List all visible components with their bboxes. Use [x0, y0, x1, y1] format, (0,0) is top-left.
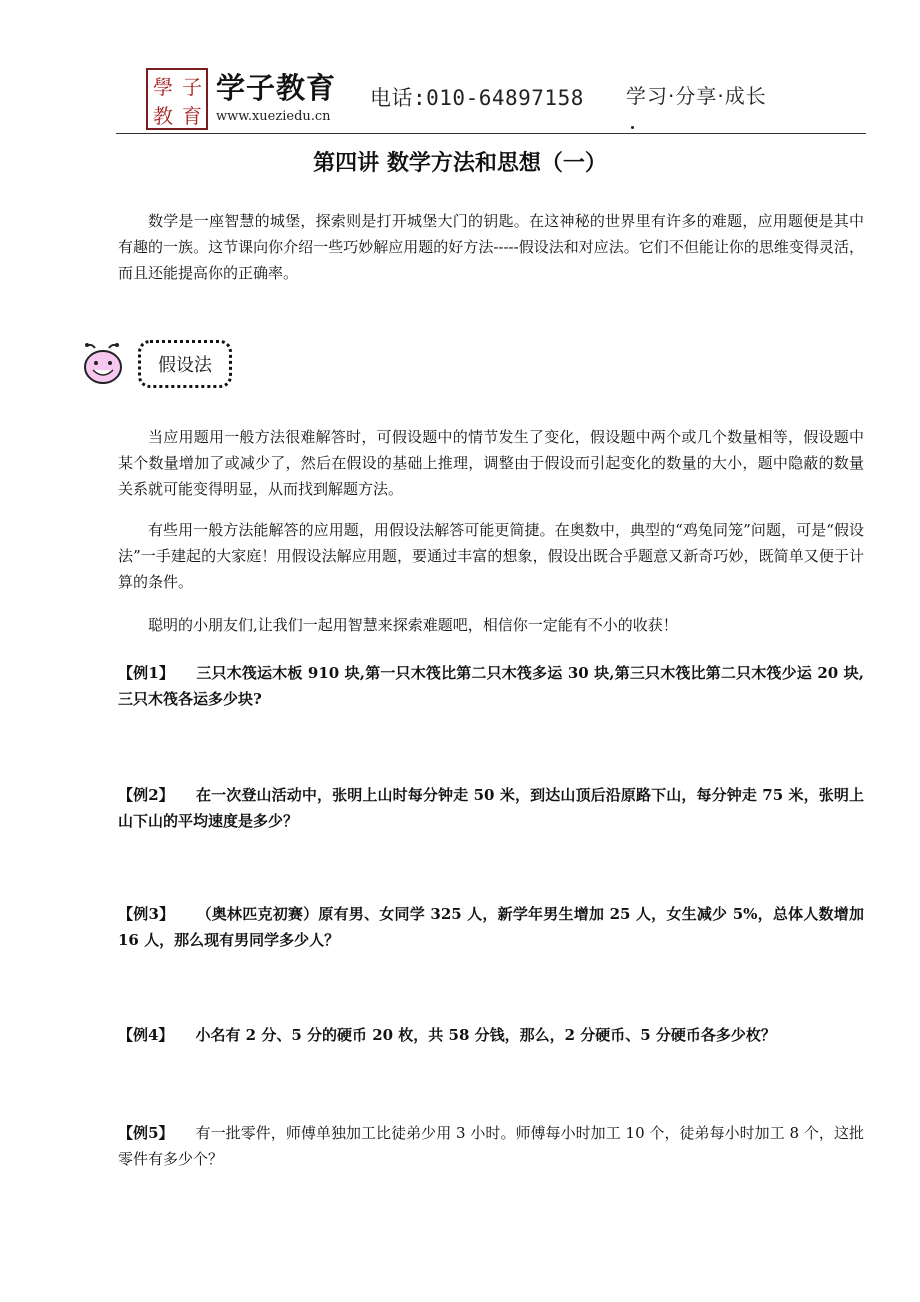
logo	[146, 68, 208, 130]
example-item	[118, 660, 864, 712]
example-text: 小名有 2 分、5 分的硬币 20 枚，共 58 分钱，那么，2 分硬币、5 分硬币各多少枚？	[195, 1026, 776, 1044]
brand-url: www.xueziedu.cn	[216, 109, 331, 124]
intro-paragraph: 数学是一座智慧的城堡，探索则是打开城堡大门的钥匙。在这神秘的世界里有许多的难题，应用题便是其中有趣的一族。这节课向你介绍一些巧妙解应用题的好方法-----假设法和对应法。它们不但能让你的思维变得灵活，而且还能提高你的正确率。	[118, 212, 864, 282]
example-tag: 【例5】	[118, 1124, 174, 1142]
logo-char: 子	[182, 74, 202, 99]
example-tag: 【例4】	[118, 1026, 174, 1044]
example-text: 有一批零件，师傅单独加工比徒弟少用 3 小时。师傅每小时加工 10 个，徒弟每小时加工 8 个，这批零件有多少个？	[118, 1124, 865, 1168]
section-label: 假设法	[138, 340, 232, 388]
logo-char: 教	[153, 103, 173, 128]
example-item	[118, 1120, 864, 1172]
example-item	[118, 782, 864, 834]
example-text: 三只木筏运木板 910 块,第一只木筏比第二只木筏多运 30 块,第三只木筏比第二只木筏少运 20 块,三只木筏各运多少块?	[118, 664, 865, 708]
example-tag: 【例3】	[118, 905, 175, 923]
phone-number: 电话:010-64897158	[370, 86, 584, 110]
method-paragraph: 有些用一般方法能解答的应用题，用假设法解答可能更简捷。在奥数中，典型的“鸡兔同笼”问题，可是“假设法”一手建起的大家庭！用假设法解应用题，要通过丰富的想象，假设出既合乎题意又新奇巧妙，既简单又便于计算的条件。	[118, 521, 864, 591]
slogan: 学习·分享·成长	[626, 84, 767, 108]
example-item	[118, 901, 864, 953]
smiley-face-icon	[83, 342, 123, 386]
example-tag: 【例1】	[118, 664, 175, 682]
brand-name: 学子教育	[216, 71, 337, 105]
method-paragraph: 聪明的小朋友们,让我们一起用智慧来探索难题吧，相信你一定能有不小的收获！	[148, 616, 678, 634]
page-title: 第四讲 数学方法和思想（一）	[313, 151, 607, 176]
example-text: （奥林匹克初赛）原有男、女同学 325 人，新学年男生增加 25 人，女生减少 5%，总体人数增加 16 人，那么现有男同学多少人？	[118, 905, 864, 949]
header-divider	[116, 133, 866, 134]
example-tag: 【例2】	[118, 786, 174, 804]
method-paragraph: 当应用题用一般方法很难解答时，可假设题中的情节发生了变化，假设题中两个或几个数量相等，假设题中某个数量增加了或减少了，然后在假设的基础上推理，调整由于假设而引起变化的数量的大小，题中隐蔽的数量关系就可能变得明显，从而找到解题方法。	[118, 428, 864, 498]
example-text: 在一次登山活动中，张明上山时每分钟走 50 米，到达山顶后沿原路下山，每分钟走 75 米，张明上山下山的平均速度是多少？	[118, 786, 864, 830]
example-item	[118, 1022, 864, 1048]
logo-char: 學	[153, 74, 173, 99]
header-dot	[631, 126, 634, 129]
logo-char: 育	[182, 103, 202, 128]
